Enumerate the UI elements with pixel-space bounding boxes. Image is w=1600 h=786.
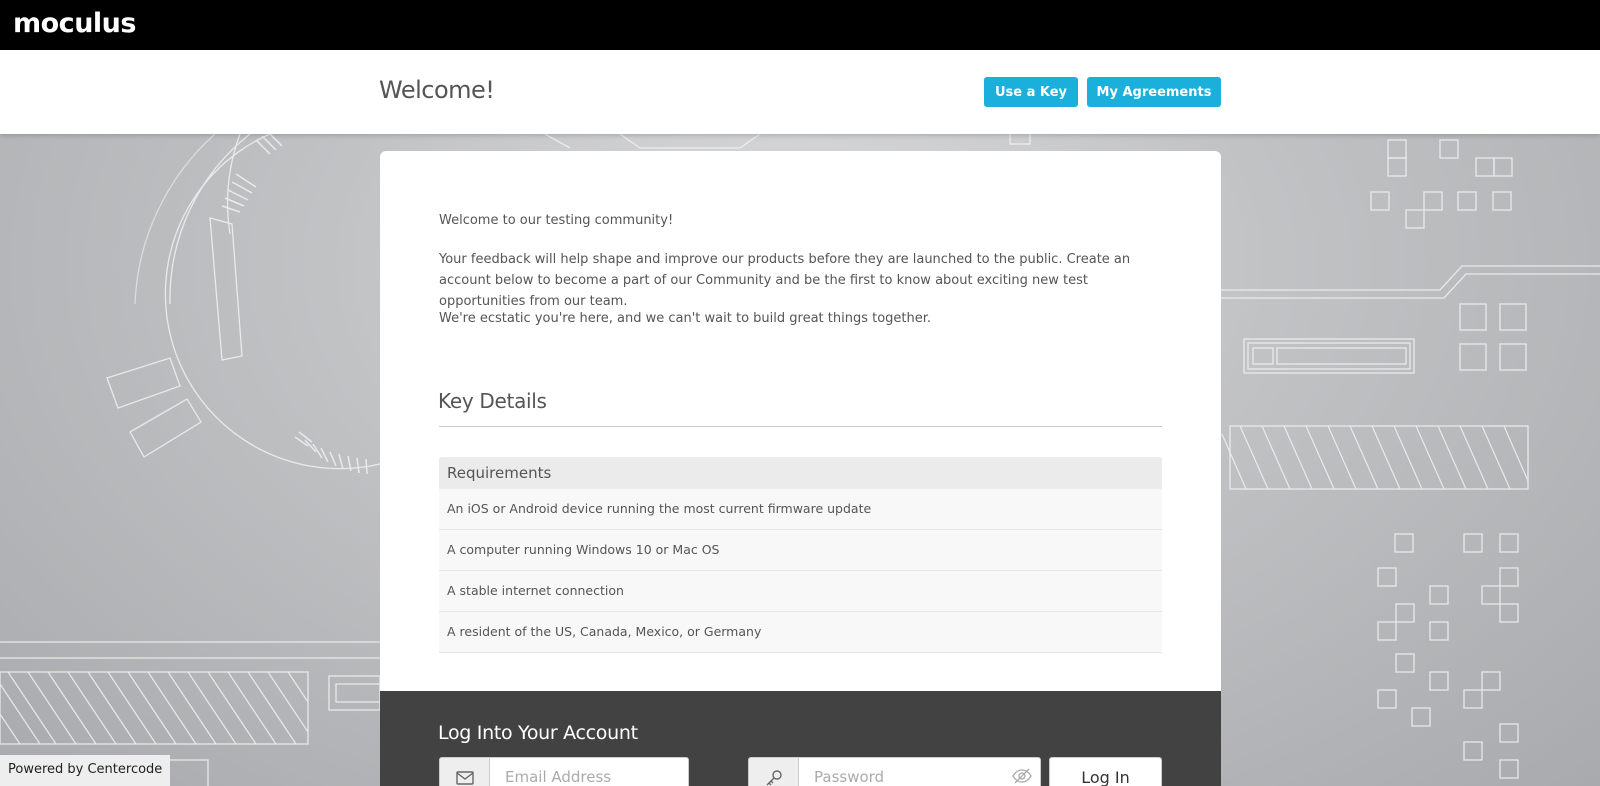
password-field xyxy=(748,757,1041,786)
moculus-logo[interactable]: moculus xyxy=(13,8,136,39)
page-title: Welcome! xyxy=(379,76,495,104)
top-bar xyxy=(0,0,1600,50)
requirements-list xyxy=(439,489,1162,653)
my-agreements-button[interactable]: My Agreements xyxy=(1087,77,1221,107)
requirements-header: Requirements xyxy=(439,457,1162,489)
log-in-button[interactable]: Log In xyxy=(1049,757,1162,786)
key-details-title: Key Details xyxy=(438,389,547,413)
requirement-item: A resident of the US, Canada, Mexico, or Germany xyxy=(439,612,1162,653)
section-divider xyxy=(439,426,1162,427)
page-header xyxy=(0,50,1600,134)
login-panel xyxy=(380,691,1221,786)
eye-slash-icon[interactable] xyxy=(1012,768,1032,786)
requirement-item: A computer running Windows 10 or Mac OS xyxy=(439,530,1162,571)
intro-paragraph-2: Your feedback will help shape and improve our products before they are launched to the public. Create an account below to become a part of our Community and be the first to know about exciting new test opportunities from our team. xyxy=(439,252,1131,309)
powered-by-link[interactable]: Powered by Centercode xyxy=(0,755,170,786)
login-title: Log Into Your Account xyxy=(438,722,638,744)
password-input[interactable] xyxy=(800,758,1010,786)
welcome-card xyxy=(380,151,1221,691)
use-a-key-button[interactable]: Use a Key xyxy=(984,77,1078,107)
email-field xyxy=(439,757,689,786)
key-icon xyxy=(749,758,799,786)
intro-paragraph-3: We're ecstatic you're here, and we can't wait to build great things together. xyxy=(439,311,932,326)
envelope-icon xyxy=(440,758,490,786)
intro-paragraph-1: Welcome to our testing community! xyxy=(439,213,674,228)
requirement-item: A stable internet connection xyxy=(439,571,1162,612)
email-input[interactable] xyxy=(491,758,689,786)
requirement-item: An iOS or Android device running the most current firmware update xyxy=(439,489,1162,530)
